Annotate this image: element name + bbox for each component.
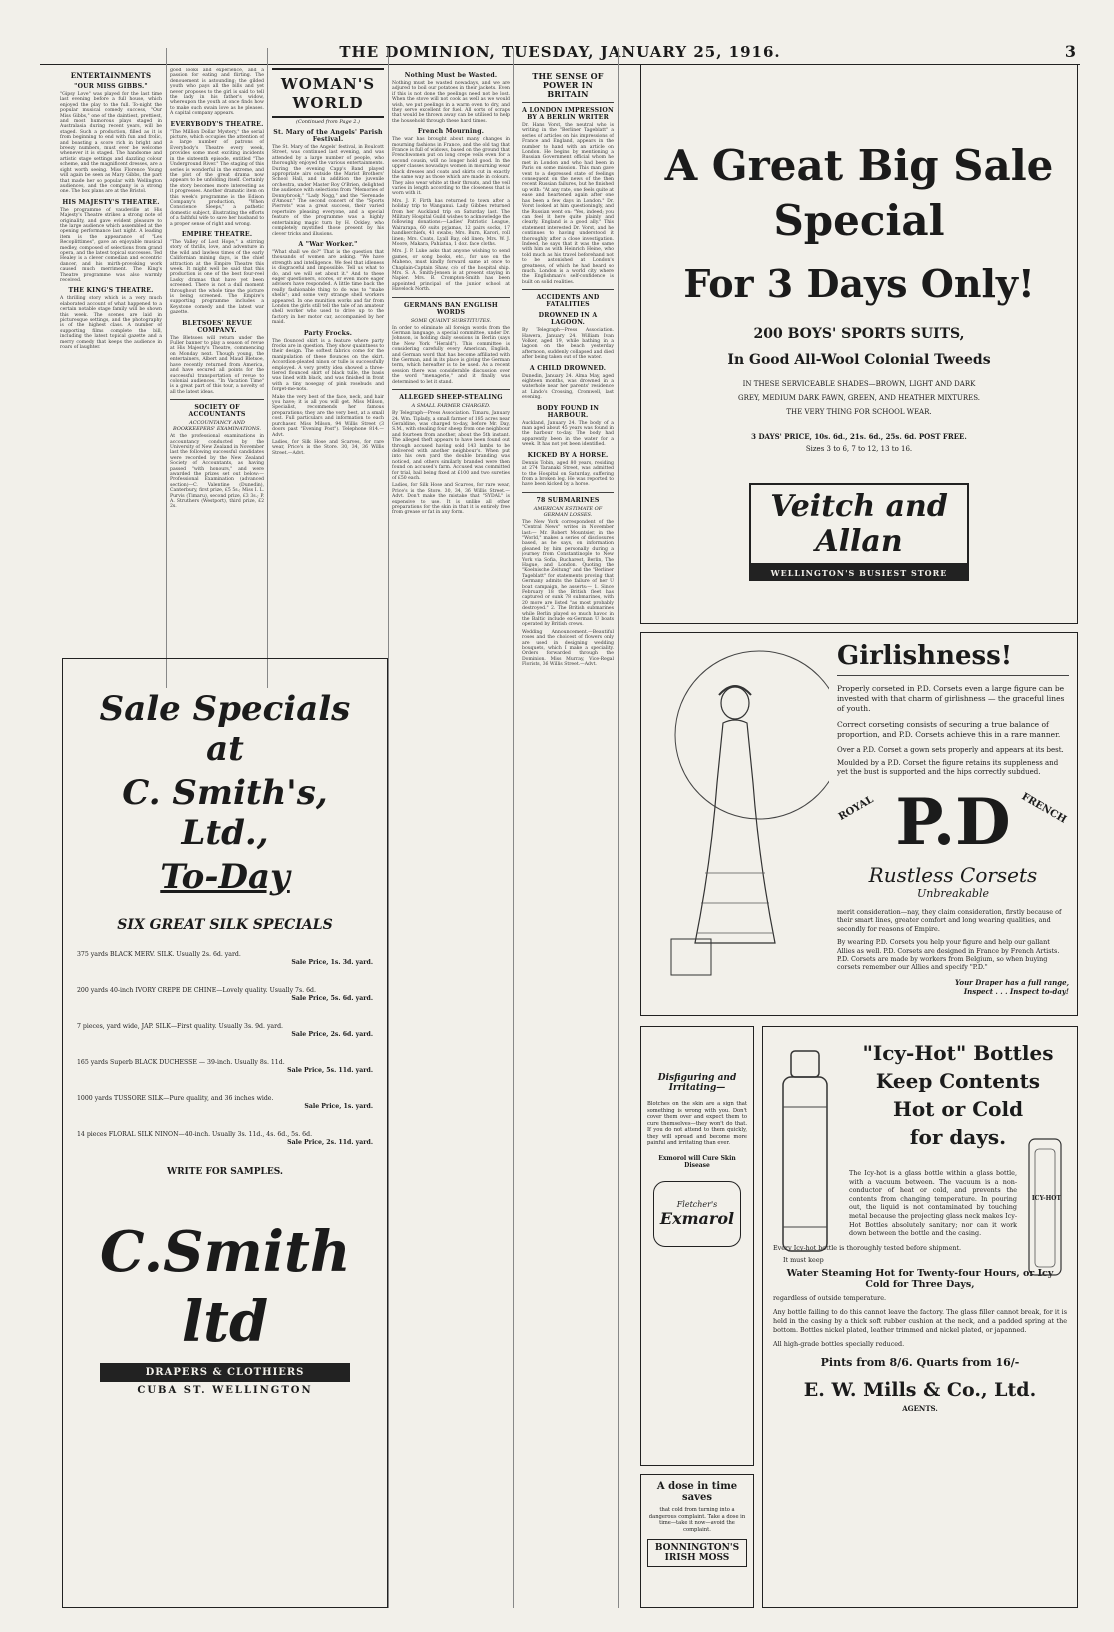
ad-heading: SIX GREAT SILK SPECIALS xyxy=(117,917,333,933)
column-theatres xyxy=(170,68,264,648)
sale-title-1: A Great Big Sale xyxy=(664,141,1054,190)
pot-shape xyxy=(671,939,711,975)
silk-item-price: Sale Price, 2s. 11d. yard. xyxy=(287,1139,373,1146)
corset-lady-illustration xyxy=(649,643,829,1003)
masthead-title: THE DOMINION, TUESDAY, JANUARY 25, 1916. xyxy=(339,43,781,61)
ad-bonningtons xyxy=(640,1474,754,1608)
exmarol-brand: Fletcher's xyxy=(676,1199,718,1209)
silk-item-text: 14 pieces FLORAL SILK NINON—40-inch. Usually 3s. 11d., 4s. 6d., 5s. 6d. xyxy=(77,1131,313,1138)
article-heading: BLETSOES' REVUE COMPANY. xyxy=(182,319,252,334)
silk-item-text: 1000 yards TUSSORE SILK—Pure quality, and 36 inches wide. xyxy=(77,1095,274,1102)
article-heading: A LONDON IMPRESSION BY A BERLIN WRITER xyxy=(522,107,614,121)
thermos-cap xyxy=(791,1051,819,1077)
advt-text: Ladies, for Silk Hose and Scarves, for rare wear, Price's is the Store. 30, 34, 36 Willis Street.—Advt. Don't make the mistake that "SYDAL" is expensive to use. It is unlike all other preparations for the skin in that it is entirely free from grease or fat in any form. xyxy=(392,483,510,516)
c-smith-logo-sub1: DRAPERS & CLOTHIERS xyxy=(145,1367,305,1378)
section-title: ENTERTAINMENTS xyxy=(70,71,152,80)
rustless-corsets: Rustless Corsets xyxy=(868,863,1038,887)
sale-line-6: IN THESE SERVICEABLE SHADES—BROWN, LIGHT AND DARK xyxy=(742,380,976,388)
article-body: In order to eliminate all foreign words from the German language, a special committee, under Dr. Johnson, is holding daily sessions in Berlin (says the New York "Herald"). This committee is considering carefully every American, English, and German word that has become affiliated with the German, and in its place is giving the German term, which hereafter is to be used. As a recent session there was considerable discussion over the word "menagerie," and it finally was determined to let it stand. xyxy=(392,325,510,385)
continued-note: (Continued from Page 2.) xyxy=(296,119,360,125)
head-shape xyxy=(721,687,749,719)
article-heading: BODY FOUND IN HARBOUR. xyxy=(536,404,600,419)
icyhot-regard: regardless of outside temperature. xyxy=(773,1294,887,1303)
corset-p2: Correct corseting consists of securing a true balance of proportion, and P.D. Corsets achieve this in a rare manner. xyxy=(837,720,1061,739)
dress-detail xyxy=(697,873,773,933)
sale-line-8: THE VERY THING FOR SCHOOL WEAR. xyxy=(786,408,932,416)
column-entertainments xyxy=(60,68,162,658)
article-body: Nothing must be wasted nowadays, and we are adjured to boil our potatoes in their jackets. Even if this is not done the peelings need not be lost. When the stove will not cook as well as we would wish, we put peelings in a warm oven to dry, and they serve excellent for fuel. All sorts of scraps that would be thrown away can be utilised to help the household through these hard times. xyxy=(392,81,510,124)
ad-c-smith xyxy=(62,658,388,1608)
corset-title: Girlishness! xyxy=(837,641,1069,676)
veitch-allan-logo xyxy=(749,483,969,581)
corset-p3: Over a P.D. Corset a gown sets properly and appears at its best. xyxy=(837,746,1064,754)
silk-list xyxy=(77,951,373,1147)
exmarol-heading: Disfiguring and Irritating— xyxy=(657,1073,737,1093)
bonnington-body: that cold from turning into a dangerous complaint. Take a dose in time—take it now—avoid the complaint. xyxy=(648,1507,746,1533)
icyhot-keep: It must keep xyxy=(783,1256,824,1265)
article-body: Mrs. J. F. Firth has returned to town after a holiday trip to Wanganui. Lady Gibbes returned from her Auckland trip on Saturday last. The Military Hospital Guild wishes to acknowledge the following donations:—Ladies' Patriotic League, Wairarapa, 60 suits pyjamas, 12 pairs socks, 17 handkerchiefs, 41 swabs; Mrs. Burn, Karori, roll linen; Mrs. Coats, Lyall Bay, old linen; Mrs. W. J. Moore, Makara, Pahiatua, 1 doz. face cloths. xyxy=(392,198,510,247)
sale-price: 3 DAYS' PRICE, 10s. 6d., 21s. 6d., 25s. 6d. POST FREE. xyxy=(751,432,967,441)
corset-p5: merit consideration—nay, they claim consideration, firstly because of their smart lines, greater comfort and long wearing qualities, and secondly for reasons of Empire. xyxy=(837,908,1062,933)
corset-tag-2: Inspect . . . Inspect to-day! xyxy=(963,986,1069,996)
silk-item-price: Sale Price, 2s. 6d. yard. xyxy=(291,1031,373,1038)
exmarol-body: Blotches on the skin are a sign that something is wrong with you. Don't cover them over and expect them to cure themselves—they won't do that. If you do not attend to them quickly, they will spread and become more painful and irritating than ever. xyxy=(647,1101,747,1146)
ad-icy-hot xyxy=(762,1026,1078,1608)
exmarol-product: Exmarol xyxy=(659,1208,735,1228)
column-social xyxy=(392,68,510,1608)
icyhot-title-3: Hot or Cold xyxy=(892,1097,1024,1121)
icyhot-body-3: Any bottle failing to do this cannot leave the factory. The glass filler cannot break, for it is held in the casing by a thick soft rubber cushion at the neck, and a padded spring at the bottom. Bottles nickel plated, leather trimmed and nickel plated, or japanned. xyxy=(773,1308,1067,1334)
womans-world-title: WOMAN'S WORLD xyxy=(280,75,376,112)
corset-p1: Properly corseted in P.D. Corsets even a large figure can be invested with that charm of girlishness — the graceful lines of youth. xyxy=(837,684,1065,713)
silk-item-text: 165 yards Superb BLACK DUCHESSE — 39-inch. Usually 8s. 11d. xyxy=(77,1059,285,1066)
ad-exmarol xyxy=(640,1026,754,1466)
icyhot-title-2: Keep Contents xyxy=(875,1069,1041,1093)
silk-item xyxy=(77,951,373,967)
icyhot-company: E. W. Mills & Co., Ltd. xyxy=(803,1379,1037,1402)
silk-item-price: Sale Price, 5s. 6d. yard. xyxy=(291,995,373,1002)
sale-line-7: GREY, MEDIUM DARK FAWN, GREEN, AND HEATHER MIXTURES. xyxy=(738,394,980,402)
silk-item-price: Sale Price, 1s. yard. xyxy=(304,1103,373,1110)
article-heading: THE KING'S THEATRE. xyxy=(68,287,154,295)
column-womans-world xyxy=(272,68,384,668)
thermos-body xyxy=(783,1077,827,1251)
sale-line-5: In Good All-Wool Colonial Tweeds xyxy=(727,352,991,368)
womans-world-banner xyxy=(272,68,384,118)
bonnington-title: A dose in time saves xyxy=(656,1481,738,1503)
article-subheading: SOME QUAINT SUBSTITUTES. xyxy=(410,317,492,324)
sale-title-3: For 3 Days Only! xyxy=(683,261,1035,306)
sale-line-4: 200 BOYS' SPORTS SUITS, xyxy=(753,326,965,342)
article-heading: KICKED BY A HORSE. xyxy=(527,451,609,459)
silk-item-text: 375 yards BLACK MERV. SILK. Usually 2s. 6d. yard. xyxy=(77,951,241,958)
silk-item xyxy=(77,1059,373,1075)
article-heading: St. Mary of the Angels' Parish Festival. xyxy=(273,129,383,143)
silk-item-text: 7 pieces, yard wide, JAP. SILK—First quality. Usually 3s. 9d. yard. xyxy=(77,1023,284,1030)
silk-item-price: Sale Price, 1s. 3d. yard. xyxy=(291,959,373,966)
article-body: By Telegraph—Press Association. Timaru, January 24. Wm. Tiplady, a small farmer of 185 acres near Geraldine, was charged to-day, before Mr. Day, S.M., with stealing four sheep from one neighbour and fourteen from another, about the 5th instant. The alleged theft appears to have been found out through accused having sold 143 lambs to be delivered with another neighbour's. When put into his own yard the double branding was noticed, and others similarly branded were then found on accused's farm. Accused was committed for trial, bail being fixed at £100 and two sureties of £50 each. xyxy=(392,411,510,481)
ad-title-line3: To-Day xyxy=(160,857,290,897)
c-smith-logo xyxy=(100,1217,350,1396)
article-body: The St. Mary of the Angels' festival, in Boulcott Street, was continued last evening, and was attended by a large number of people, who thoroughly enjoyed the various entertainments. During the evening Capp's Band played appropriate airs outside the Marist Brothers' School Hall, and in addition the juvenile orchestra, under Master Roy O'Brien, delighted the audience with selections from "Memories of Donnybrook," "Lady Nogg," and the "Serenade d'Amour." The second concert of the "Sports Pierrots" was a great success, their varied repertoire pleasing everyone, and a special feature of the programme was a highly entertaining magic turn by H. Ockley, who completely mystified those present by his clever tricks and illusions. xyxy=(272,145,384,237)
icyhot-body-2: Every Icy-hot bottle is thoroughly tested before shipment. xyxy=(773,1243,962,1252)
icyhot-headlines xyxy=(849,1041,1067,1149)
sale-sizes: Sizes 3 to 6, 7 to 12, 13 to 16. xyxy=(805,445,913,453)
corset-copy xyxy=(837,641,1069,996)
dress-shape xyxy=(695,720,775,943)
silk-item-price: Sale Price, 5s. 11d. yard. xyxy=(287,1067,373,1074)
silk-item xyxy=(77,1095,373,1111)
article-heading: French Mourning. xyxy=(417,128,485,136)
pd-logo xyxy=(837,783,1069,863)
article-subheading: AMERICAN ESTIMATE OF GERMAN LOSSES. xyxy=(533,505,603,518)
icyhot-title-4: for days. xyxy=(909,1125,1007,1149)
silk-item-text: 200 yards 40-inch IVORY CREPE DE CHINE—Lovely quality. Usually 7s. 6d. xyxy=(77,987,316,994)
pd-letters: P.D xyxy=(895,785,1011,860)
article-heading: 78 SUBMARINES xyxy=(536,496,600,504)
article-heading: A "War Worker." xyxy=(298,240,358,248)
accidents-heading: ACCIDENTS AND FATALITIES xyxy=(536,294,600,309)
icyhot-pints: Pints from 8/6. Quarts from 16/- xyxy=(820,1356,1020,1370)
article-body: Dr. Hans Vorst, the neutral who is writing in the "Berliner Tageblatt" a series of articles on his impressions of France and England, appears in the number to hand with an article on London. He begins by mentioning a Russian Government official whom he met in London and who had been in Paris on some mission. This man gave vent to a depressed state of feelings consequent on the news of the then recent Russian failures, but he finished up with: "At any rate, one feels quite at ease and heartened again after one has been a few days in London." Dr. Vorst looked at him questioningly, and the Russian went on: "Yes, indeed; you can feel it here quite plainly and clearly. England is a good ally." This statement interested Dr. Vorst, and he continues to having understood it thoroughly after a close investigation. Indeed, he says that it was the same with him as with Heinrich Heine, who told much as his travel beforehand not to be astonished at London's greatness, of which he had heard so much. London is a world city where the Englishman's self-confidence is built on solid realities. xyxy=(522,123,614,285)
article-body: The flounced skirt is a feature where party frocks are in question. They show quaintness to their design. The softest fabrics come for the manipulation of these flounces on the skirt. Accordion-pleated ninon or tulle is successfully employed. A very pretty idea showed a three-tiered flounced skirt of black tulle, the basis was lined with black, and was finished in front with a tiny nosegay of pink rosebuds and forget-me-nots. xyxy=(272,338,384,393)
silk-item xyxy=(77,1023,373,1039)
article-heading: GERMANS BAN ENGLISH WORDS xyxy=(404,301,498,316)
ad-title-line1: Sale Specials at xyxy=(99,689,351,769)
article-heading: Party Frocks. xyxy=(303,329,353,337)
pd-french: FRENCH xyxy=(1019,791,1069,826)
article-body: Dennis Tobin, aged 80 years, residing at 274 Taranaki Street, was admitted to the Hospital on Saturday, suffering from a broken leg. He was reported to have been kicked by a horse. xyxy=(522,460,614,488)
article-body: "The Valley of Lost Hope," a stirring story of thrills, love, and adventure in the wild and lawless times of the early Californian mining days, is the chief attraction at the Empire Theatre this week. It might well be said that this production is one of the best four-reel Lasky dramas that have yet been screened. There is not a dull moment throughout the whole time the picture is being screened. The Empire's supporting programme includes a Keystone comedy and the latest war gazette. xyxy=(170,239,264,316)
corset-p4: Moulded by a P.D. Corset the figure retains its suppleness and yet the bust is supported and the hips correctly subdued. xyxy=(837,759,1059,776)
thermos-cutaway-illustration xyxy=(1025,1137,1065,1277)
thermos-illustration xyxy=(775,1047,835,1257)
ad-title-line2: C. Smith's, Ltd., xyxy=(122,773,328,853)
icyhot-agents: AGENTS. xyxy=(902,1404,938,1414)
ad-veitch-allan xyxy=(640,64,1078,624)
icyhot-water: Water Steaming Hot for Twenty-four Hours, or Icy Cold for Three Days, xyxy=(786,1268,1054,1291)
corset-p6: By wearing P.D. Corsets you help your figure and help our gallant Allies as well. P.D. Corsets are designed in France by French Artists. P.D. Corsets are made by workers from Belgium, so when buying corsets remember our Allies and specify "P.D." xyxy=(837,938,1060,972)
pd-royal: ROYAL xyxy=(836,794,876,823)
headline: THE SENSE OF POWER IN BRITAIN xyxy=(522,72,614,103)
article-heading: DROWNED IN A LAGOON. xyxy=(538,312,598,327)
article-subheading: A SMALL FARMER CHARGED. xyxy=(411,403,491,410)
article-heading: ALLEGED SHEEP-STEALING xyxy=(399,394,503,402)
article-heading: Nothing Must be Wasted. xyxy=(404,72,498,79)
ad-pd-corsets xyxy=(640,632,1078,1016)
c-smith-logo-sub2: CUBA ST. WELLINGTON xyxy=(137,1385,313,1396)
advt-text: Wedding Announcement.—Beautiful roses and the choicest of flowers only are used in designing wedding bouquets, which I make a speciality. Orders forwarded through the Dominion. Miss Murray, Vice-Regal Florists, 36 Willis Street.—Advt. xyxy=(522,629,614,668)
corset-tag-1: Your Draper has a full range, xyxy=(955,977,1069,987)
article-heading: A CHILD DROWNED. xyxy=(529,364,607,372)
article-body: The war has brought about many changes in mourning fashions in France, and the old tag that France is full of widows, based on the ground that Frenchwomen put on long crepe veils even for a second cousin, will no longer hold good. In the upper classes nowadays women in mourning wear black dresses and coats and skirts cut in exactly the same way as those which are made in colours. They also wear white at their throats, and the veil varies in length according to the closeness that is worn with it. xyxy=(392,137,510,197)
silk-item xyxy=(77,987,373,1003)
column-news xyxy=(522,68,614,1608)
article-subheading: ACCOUNTANCY AND BOOKKEEPERS' EXAMINATIONS. xyxy=(173,420,261,433)
unbreakable: Unbreakable xyxy=(916,887,989,900)
veitch-allan-logo-script: Veitch and Allan xyxy=(749,483,969,565)
advt-text: Make the very best of the face, neck, and hair you have; it is all you will get. Miss Milson, Specialist, recommends her famous preparations; they are the very best, at a small cost. Full particulars and information to each purchaser. Miss Milson, 94 Willis Street (3 doors past "Evening Post"). Telephone 814.—Advt. xyxy=(272,394,384,438)
article-body: Mrs. J. P. Luke asks that anyone wishing to send games, or song books, etc., for use on the Maheno, must kindly forward same at once to Chaplain-Captain Shaw, c/o of the hospital ship. Mrs. S. A. Smith-Jensen is at present staying in Napier. Mrs. B. Crompton-Smith has been appointed principal of the junior school at Havelock North. xyxy=(392,249,510,293)
article-body: By Telegraph—Press Association. Hawera, January 24. William Ivan Volker, aged 19, while bathing in a lagoon on the beach yesterday afternoon, suddenly collapsed and died after being taken out of the water. xyxy=(522,328,614,361)
article-heading: EMPIRE THEATRE. xyxy=(181,230,253,238)
write-for-samples: WRITE FOR SAMPLES. xyxy=(166,1167,284,1177)
masthead xyxy=(40,40,1080,65)
article-body: Auckland, January 24. The body of a man aged about 45 years was found in the harbour to-day. The body had apparently been in the water for a week. It has not yet been identified. xyxy=(522,420,614,448)
silk-item xyxy=(77,1131,373,1147)
c-smith-logo-script: C.Smith ltd xyxy=(100,1219,351,1355)
article-body: good looks and experience, and a passion for eating and flirting. The denouement is astounding; the gilded youth who pays all the bills and yet never proposes to the girl is said to tell the lady in his father's widow, whereupon the youth at once finds how to make such swain love as he pleases. A capital company appears. xyxy=(170,68,264,117)
article-heading: SOCIETY OF ACCOUNTANTS xyxy=(188,404,246,419)
article-body: At the professional examinations in accountancy conducted by the University of New Zealand in November last the following successful candidates were recorded by the New Zealand Society of Accountants, as having passed "with honours," and were awarded the prizes set out below:— Professional Examination (advanced section)—C. Valentine (Dunedin), Canterbury, first prize, £5 5s.; Miss I. L. Purvis (Timaru), second prize, £3 3s.; P. A. Struthers (Westport), third prize, £2 2s. xyxy=(170,434,264,510)
exmarol-sub: Exmorol will Cure Skin Disease xyxy=(658,1154,736,1169)
article-body: Dunedin, January 24. Alma May, aged eighteen months, was drowned in a waterhole near her parents' residence at Lindo's Crossing, Cromwell, last evening. xyxy=(522,373,614,401)
article-body: "Gipsy Love" was played for the last time last evening before a full house, which enjoyed the play to the full. To-night the popular musical comedy success, "Our Miss Gibbs," one of the daintiest, prettiest, and most humorous plays staged in Australasia during recent years, will be staged. Such a production, filled as it is from beginning to end with fun and frolic, and boasting a score rich in bright and breezy numbers, must ever be welcome whenever it is staged. The handsome and artistic stage settings and dazzling colour scheme, and the magnificent dresses, are a sight worth seeing. Miss Florence Young will again be seen as Mary Gibbs, the part that made her so popular with Wellington audiences, and the company is a strong one. The box plans are at the Bristol. xyxy=(60,92,162,195)
page-number: 3 xyxy=(1064,42,1076,61)
article-body: The Bletsoes will return under the Fuller banner to play a season of revue at His Majesty's Theatre, commencing on Monday next. Though young, the entertainers, Albert and Maud Bletsoe, have recently returned from America, and have secured all points for the successful transportation of revue to colonial audiences. "In Vacation Time" is a great part of this tour, a novelty of all the latest ideas. xyxy=(170,335,264,395)
article-body: The New York correspondent of the "Central News" writes in November last:— Mr. Robert Mountsier, in the "World," makes a series of disclosures based, as he says, on information gleaned by him personally during a journey from Constantinople to New York via Sofia, Bucharest, Berlin, The Hague, and London. Quoting the "Koelnische Zeitung" and the "Berliner Tageblatt" for statements proving that Germany admits the failure of her U boat campaign, he asserts:— 1. Since February 18 the British fleet has captured or sunk 78 submarines, with 20 more are listed "as most probably destroyed." 2. The British submarines while Berlin played so much havoc in the Baltic include ex-German U boats operated by British crews. xyxy=(522,519,614,628)
article-heading: EVERYBODY'S THEATRE. xyxy=(170,120,264,128)
advt-text: Ladies, for Silk Hose and Scarves, for rare wear, Price's is the Store. 30, 34, 36 Willis Street.—Advt. xyxy=(272,439,384,456)
article-body: "What shall we do?" That is the question that thousands of women are asking. "We have strength and intelligence. We feel that idleness is disgraceful and impossible. Tell us what to do, and we will set about it." And to these eager questioners, scores, or even more eager advisers have responded. A little time back the really fashionable thing to do was to "make shells"; and some very strange shell workers appeared. In one munition works and far from London the girls still tell the tale of an amateur shell worker who used to drive up to the factory in her motor car, accompanied by her maid. xyxy=(272,249,384,326)
veitch-allan-logo-band: WELLINGTON'S BUSIEST STORE xyxy=(749,565,969,581)
icyhot-title-1: "Icy-Hot" Bottles xyxy=(862,1041,1054,1065)
c-smith-logo-band xyxy=(100,1363,350,1382)
icyhot-body-1: The Icy-hot is a glass bottle within a glass bottle, with a vacuum between. The vacuum is a non-conductor of heat or cold, and prevents the contents from changing temperature. In pouring out, the liquid is not contaminated by touching metal because the projecting glass neck makes Icy-Hot Bottles absolutely sanitary; nor can it work down between the bottle and the casing. xyxy=(849,1169,1017,1238)
icyhot-body-4: All high-grade bottles specially reduced. xyxy=(773,1340,905,1349)
article-body: The programme of vaudeville at His Majesty's Theatre strikes a strong note of originality, and gave evident pleasure to the large audience which assembled at the opening performance last night. A leading item is the appearance of "Les Recoplittimes", gave an enjoyable musical medley, composed of selections from grand opera, and the latest topical successes. Ted Healey is a clever comedian and eccentric dancer, and his mirth-provoking work caused much merriment. The King's Theatre programme was also warmly received. xyxy=(60,207,162,283)
article-body: "The Million Dollar Mystery," the serial picture, which occupies the attention of a large number of patrons of Everybody's Theatre every week, provides some most exciting incidents in the sixteenth episode, entitled "The Underground River." The staging of this series is wonderful in the extreme, and the plot of the great drama now appears to be unfolding itself. Certainly the story becomes more interesting as it progresses. Another dramatic item on this week's programme is the Edison Company's production, "When Conscience Sleeps," a pathetic domestic subject, illustrating the efforts of a faithful wife to save her husband to a proper sense of right and wrong. xyxy=(170,129,264,227)
thermos-label: ICY-HOT xyxy=(1031,1195,1061,1202)
article-body: A thrilling story which is a very much elaborated account of what happened to a certain notable stage family will be shown this week. The scenes are laid in picturesque settings, and the photography is of the highest class. A number of supporting films complete the bill, including the latest topical gazette and a merry comedy that keeps the audience in roars of laughter. xyxy=(60,296,162,351)
exmarol-jar xyxy=(653,1181,741,1247)
parasol-shape xyxy=(675,651,829,819)
article-heading: HIS MAJESTY'S THEATRE. xyxy=(62,198,160,206)
bonnington-product: BONNINGTON'S IRISH MOSS xyxy=(647,1539,747,1567)
sale-title-2: Special xyxy=(773,196,945,245)
article-heading: "OUR MISS GIBBS." xyxy=(74,83,148,90)
